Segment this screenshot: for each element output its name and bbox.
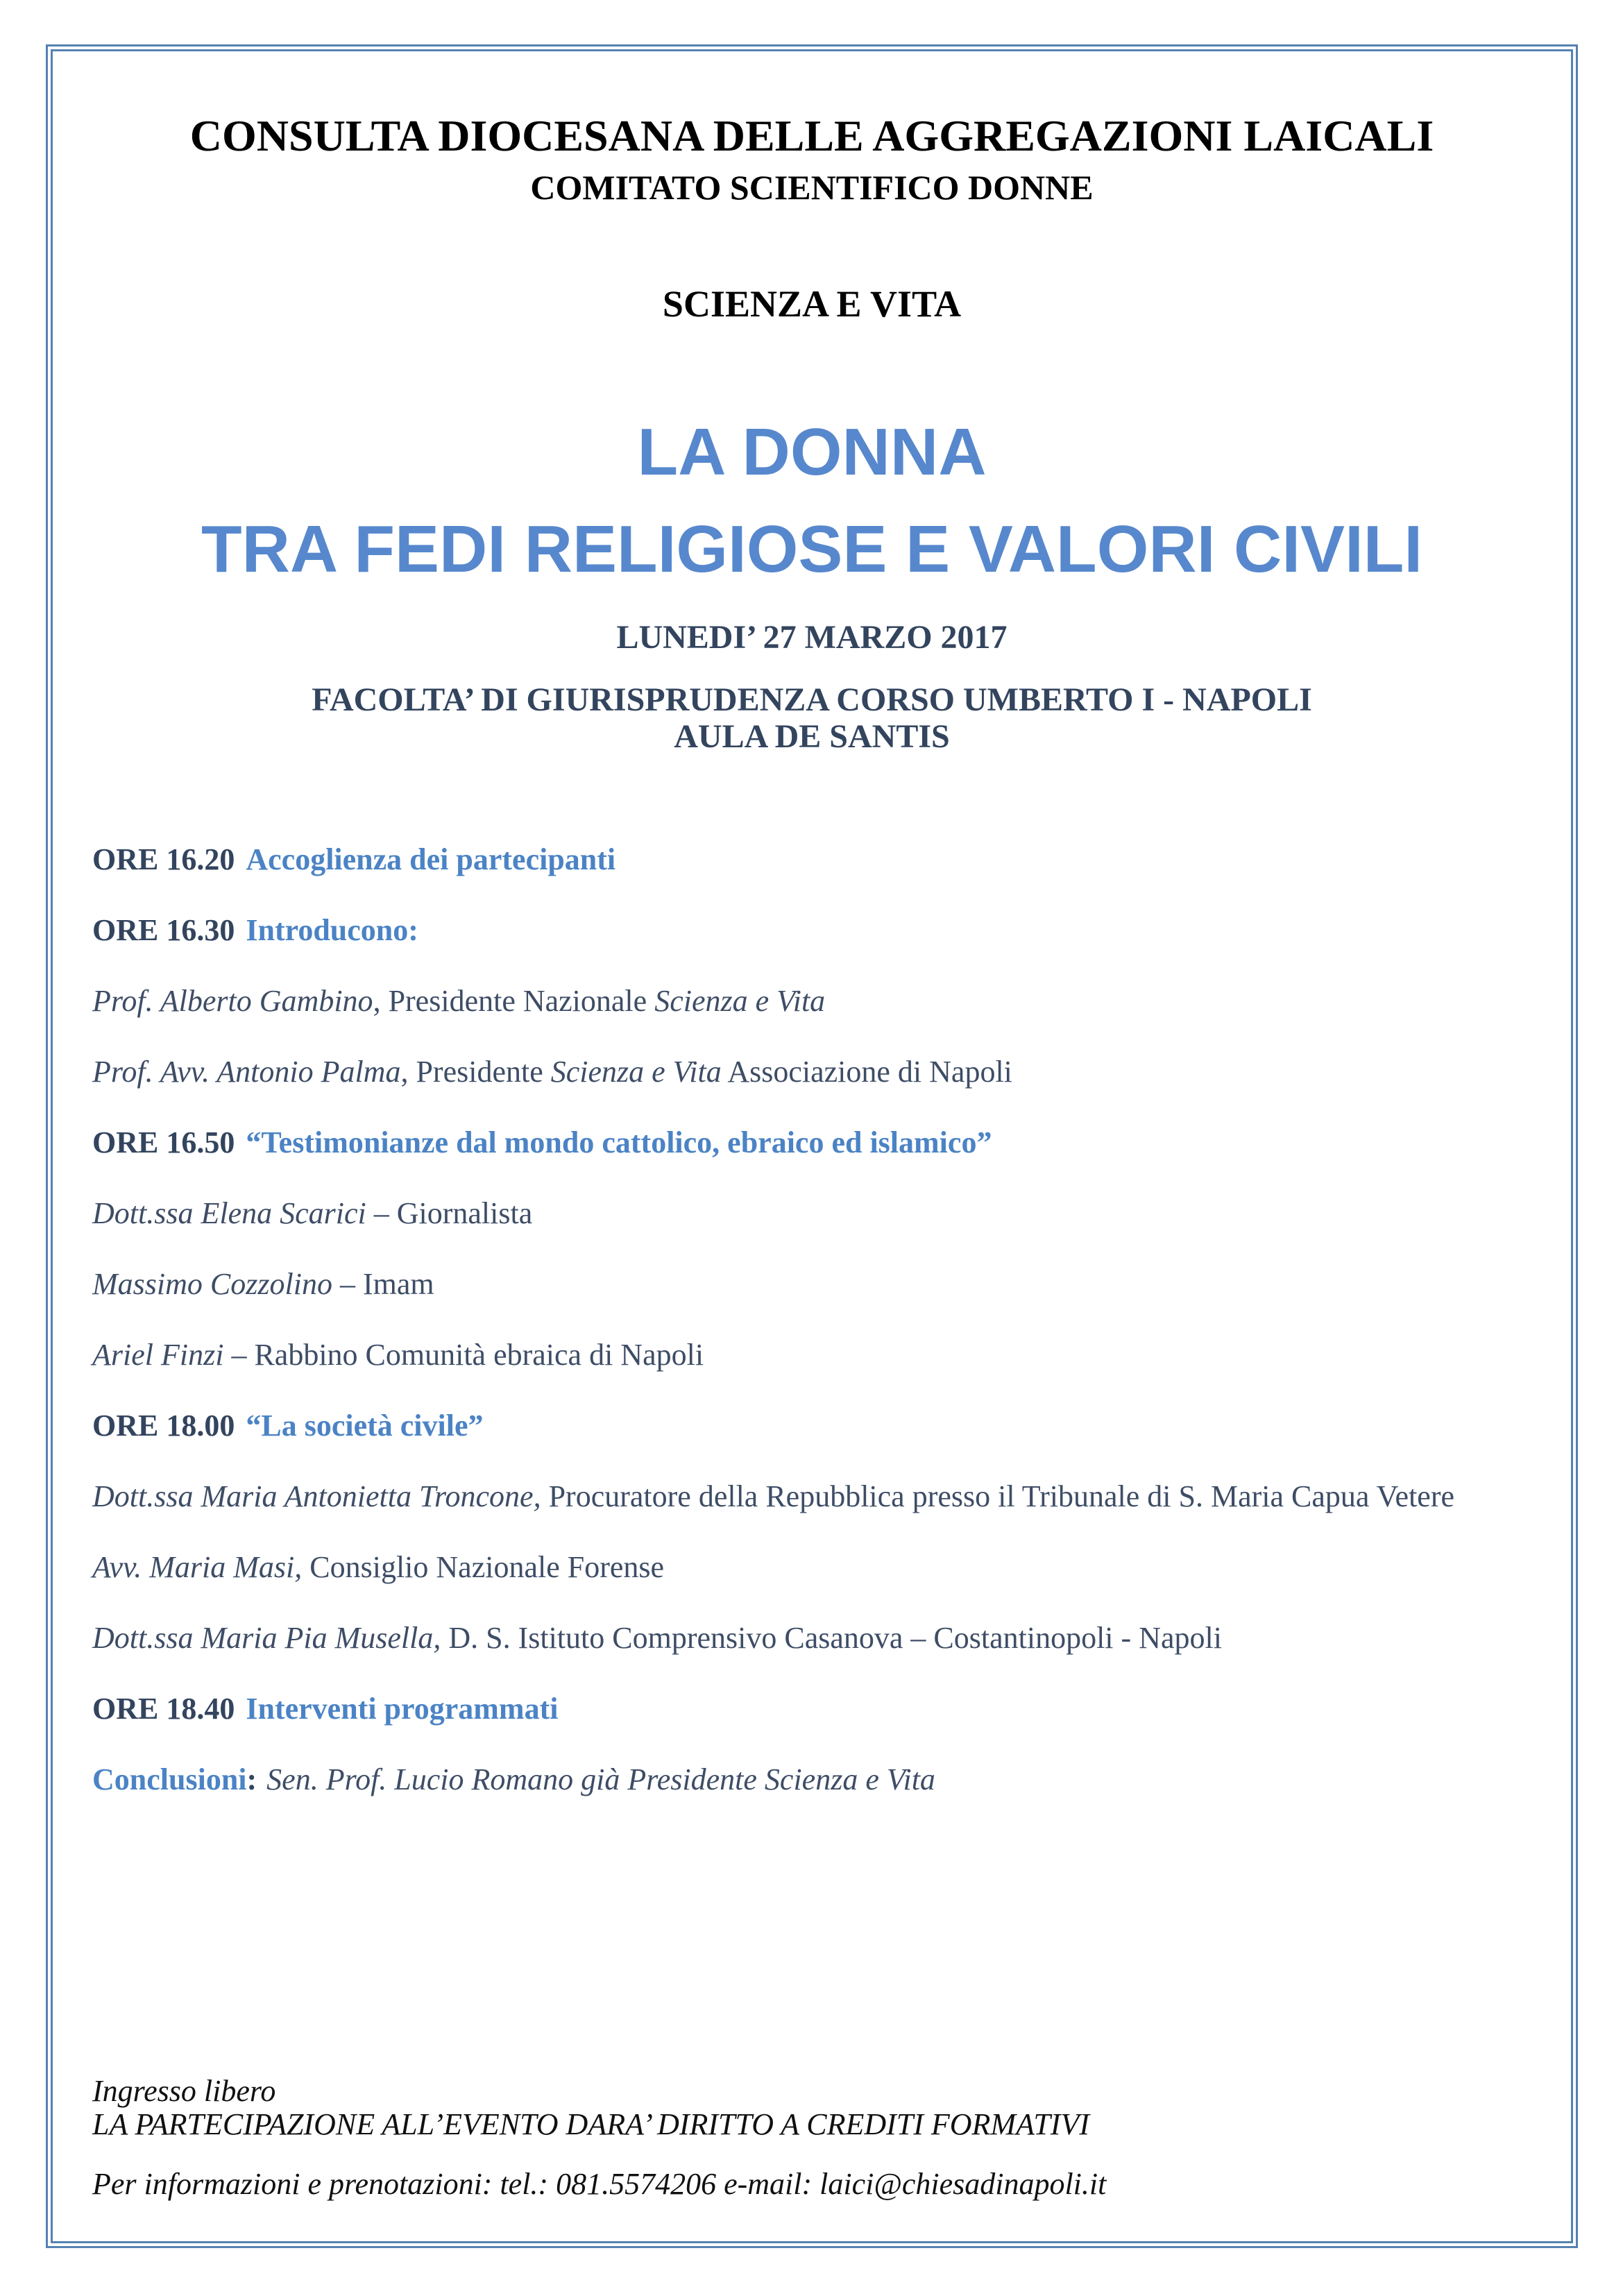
organization-subtitle: COMITATO SCIENTIFICO DONNE bbox=[530, 168, 1094, 207]
conclusions-label: Conclusioni bbox=[92, 1762, 247, 1796]
program-line bbox=[92, 1196, 1557, 1232]
program-line bbox=[92, 1549, 1557, 1585]
organization-ref: Scienza e Vita bbox=[550, 1055, 722, 1089]
speaker-role: Consiglio Nazionale Forense bbox=[302, 1550, 665, 1584]
time-label: ORE 16.30 bbox=[92, 913, 235, 947]
speaker-role: Procuratore della Repubblica presso il Tribunale di S. Maria Capua Vetere bbox=[541, 1479, 1455, 1513]
session-title: Introducono: bbox=[246, 913, 418, 947]
event-title-line1: LA DONNA bbox=[637, 415, 987, 489]
event-title-line2: TRA FEDI RELIGIOSE E VALORI CIVILI bbox=[201, 512, 1423, 586]
event-date: LUNEDI’ 27 MARZO 2017 bbox=[616, 619, 1008, 656]
program-line bbox=[92, 983, 1557, 1019]
program-line bbox=[92, 1620, 1557, 1656]
speaker-name: Dott.ssa Maria Antonietta Troncone, bbox=[92, 1479, 541, 1513]
organization-ref: Scienza e Vita bbox=[654, 984, 826, 1018]
time-label: ORE 16.20 bbox=[92, 842, 235, 876]
speaker-role: D. S. Istituto Comprensivo Casanova – Costantinopoli - Napoli bbox=[441, 1621, 1222, 1655]
footer-contact-info: Per informazioni e prenotazioni: tel.: 081.5574206 e-mail: laici@chiesadinapoli.it bbox=[92, 2167, 1107, 2201]
footer bbox=[53, 2075, 1571, 2201]
session-title: Interventi programmati bbox=[246, 1692, 559, 1726]
association-name: SCIENZA E VITA bbox=[662, 283, 962, 325]
session-title: “La società civile” bbox=[246, 1409, 484, 1443]
time-label: ORE 16.50 bbox=[92, 1125, 235, 1159]
speaker-role-tail: Associazione di Napoli bbox=[721, 1055, 1012, 1089]
program-line bbox=[92, 1125, 1557, 1161]
speaker-role: – Imam bbox=[332, 1267, 434, 1301]
page-border bbox=[46, 44, 1578, 2248]
speaker-name: Dott.ssa Maria Pia Musella, bbox=[92, 1621, 441, 1655]
speaker-role: – Rabbino Comunità ebraica di Napoli bbox=[223, 1338, 704, 1372]
speaker-role: , Presidente Nazionale bbox=[373, 984, 655, 1018]
session-title: “Testimonianze dal mondo cattolico, ebraico ed islamico” bbox=[246, 1125, 992, 1159]
time-label: ORE 18.40 bbox=[92, 1692, 235, 1726]
speaker-name: Prof. Alberto Gambino bbox=[92, 984, 373, 1018]
event-venue bbox=[53, 681, 1571, 755]
time-label: ORE 18.00 bbox=[92, 1409, 235, 1443]
program-line bbox=[92, 1337, 1557, 1373]
organization-title: CONSULTA DIOCESANA DELLE AGGREGAZIONI LAICALI bbox=[189, 111, 1434, 160]
speaker-name: Prof. Avv. Antonio Palma bbox=[92, 1055, 401, 1089]
footer-free-entry: Ingresso libero bbox=[92, 2074, 276, 2108]
speaker-name: Massimo Cozzolino bbox=[92, 1267, 332, 1301]
program-line bbox=[92, 1479, 1557, 1515]
speaker-role: – Giornalista bbox=[366, 1196, 533, 1230]
footer-credits-note: LA PARTECIPAZIONE ALL’EVENTO DARA’ DIRITTO A CREDITI FORMATIVI bbox=[92, 2107, 1089, 2141]
speaker-name: Avv. Maria Masi, bbox=[92, 1550, 303, 1584]
program-line bbox=[92, 842, 1557, 878]
speaker-name: Dott.ssa Elena Scarici bbox=[92, 1196, 366, 1230]
venue-line1: FACOLTA’ DI GIURISPRUDENZA CORSO UMBERTO I - NAPOLI bbox=[312, 681, 1312, 718]
conclusions-colon: : bbox=[246, 1762, 257, 1796]
event-title bbox=[53, 404, 1571, 598]
speaker-name: Ariel Finzi bbox=[92, 1338, 224, 1372]
program-line bbox=[92, 1691, 1557, 1727]
program-line-conclusions bbox=[92, 1762, 1557, 1798]
program-line bbox=[92, 1408, 1557, 1444]
program-line bbox=[92, 1266, 1557, 1302]
speaker-role: , Presidente bbox=[400, 1055, 551, 1089]
conclusions-speaker: Sen. Prof. Lucio Romano già Presidente Scienza e Vita bbox=[266, 1762, 935, 1796]
program-line bbox=[92, 912, 1557, 949]
header-block bbox=[53, 109, 1571, 212]
session-title: Accoglienza dei partecipanti bbox=[246, 842, 616, 876]
program-line bbox=[92, 1054, 1557, 1090]
venue-line2: AULA DE SANTIS bbox=[674, 718, 950, 755]
program-schedule bbox=[53, 842, 1571, 1832]
